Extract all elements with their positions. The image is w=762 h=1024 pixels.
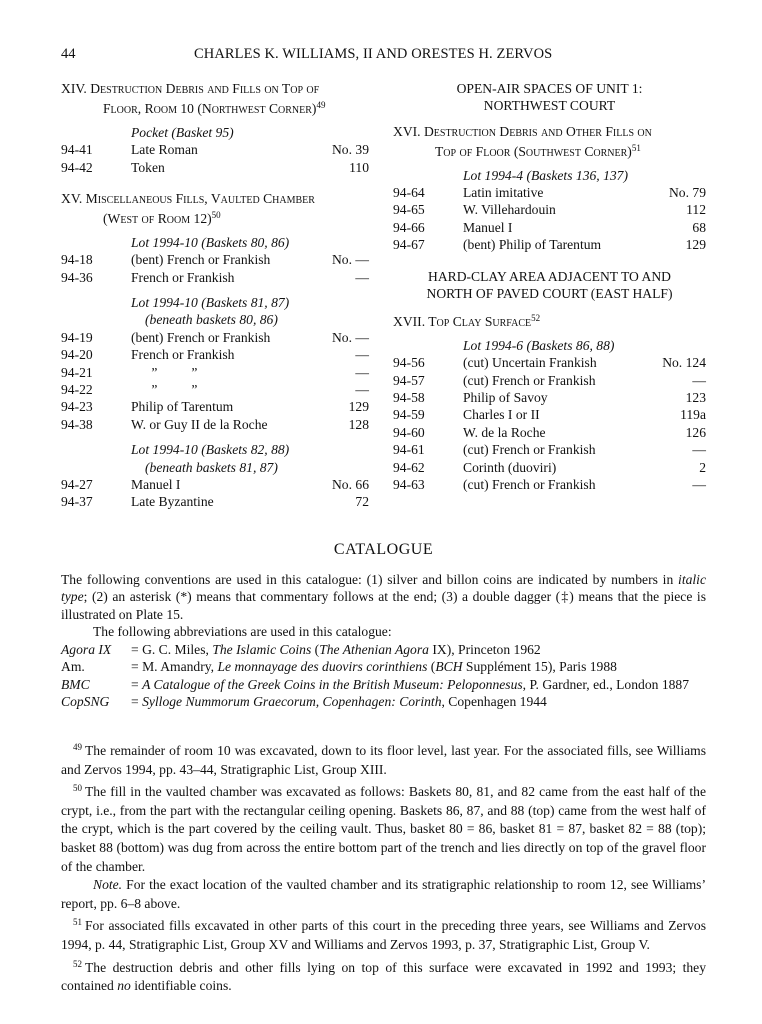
coin-row — [393, 201, 706, 218]
coin-catalogue-ref[interactable]: — — [355, 347, 369, 363]
coin-row — [61, 493, 369, 510]
coin-description: (cut) French or Frankish — [463, 372, 596, 388]
catalogue — [61, 541, 706, 711]
abbreviation-entry — [61, 693, 706, 711]
coin-list — [393, 354, 706, 493]
lot-sublabel: (beneath baskets 81, 87) — [145, 459, 278, 475]
coin-catalogue-ref[interactable]: 129 — [685, 237, 706, 253]
coin-row — [61, 251, 369, 268]
footnote-ref[interactable]: 49 — [316, 100, 326, 111]
coin-catalogue-ref[interactable]: No. — — [331, 329, 369, 345]
coin-row — [393, 219, 706, 236]
abbreviation-value: = G. C. Miles, The Islamic Coins (The Athenian Agora IX), Princeton 1962 — [131, 641, 541, 657]
coin-inventory-number: 94-42 — [61, 159, 93, 175]
coin-catalogue-ref[interactable]: No. 39 — [331, 142, 369, 158]
coin-row — [61, 364, 369, 381]
coin-catalogue-ref[interactable]: 68 — [692, 219, 706, 235]
coin-catalogue-ref[interactable]: — — [692, 442, 706, 458]
coin-row — [393, 476, 706, 493]
coin-row — [61, 159, 369, 176]
coin-inventory-number: 94-23 — [61, 399, 93, 415]
coin-row — [393, 424, 706, 441]
abbreviation-entry — [61, 658, 706, 676]
coin-catalogue-ref[interactable]: No. 79 — [668, 185, 706, 201]
abbreviation-key: BMC — [61, 676, 90, 692]
coin-inventory-number: 94-37 — [61, 494, 93, 510]
coin-inventory-number: 94-58 — [393, 390, 425, 405]
coin-inventory-number: 94-60 — [393, 424, 425, 440]
abbreviation-value: = M. Amandry, Le monnayage des duovirs corinthiens (BCH Supplément 15), Paris 1988 — [131, 659, 617, 674]
coin-catalogue-ref[interactable]: No. — — [331, 252, 369, 268]
running-header — [61, 46, 706, 66]
coin-description: French or Frankish — [131, 347, 235, 363]
coin-catalogue-ref[interactable]: 2 — [699, 459, 706, 475]
coin-row — [61, 329, 369, 346]
footnote-ref[interactable]: 51 — [631, 143, 641, 154]
lot-label: Lot 1994-10 (Baskets 82, 88) — [131, 442, 290, 458]
footnote-50-note: Note. For the exact location of the vaulted chamber and its stratigraphic relationship to room 12, see Williams’ report, pp. 6–8 above. — [61, 877, 706, 911]
abbreviation-key: CopSNG — [61, 694, 110, 709]
left-column — [61, 80, 369, 511]
coin-row — [393, 389, 706, 406]
coin-row — [61, 381, 369, 398]
coin-catalogue-ref[interactable]: No. 66 — [331, 476, 369, 492]
right-column — [393, 80, 706, 493]
coin-catalogue-ref[interactable]: 119a — [680, 407, 706, 423]
coin-catalogue-ref[interactable]: — — [355, 364, 369, 380]
coin-catalogue-ref[interactable]: 126 — [685, 424, 706, 440]
coin-catalogue-ref[interactable]: — — [355, 269, 369, 285]
footnote-51: $^{51}$ For associated fills excavated in other parts of this court in the preceding three years, see Williams and Zervos 1994, p. 44, Stratigraphic List, Group XV and Williams and Zervos 1993, p. 37, Stratigraphic List, Group V. — [61, 917, 706, 952]
coin-inventory-number: 94-59 — [393, 407, 425, 423]
coin-row — [61, 269, 369, 286]
coin-catalogue-ref[interactable]: 110 — [349, 159, 369, 175]
page-number: 44 — [61, 46, 76, 62]
coin-description: (bent) French or Frankish — [131, 252, 271, 268]
coin-inventory-number: 94-62 — [393, 459, 425, 475]
coin-description: (cut) French or Frankish — [463, 476, 596, 492]
footnote-50: $^{50}$ The fill in the vaulted chamber was excavated as follows: Baskets 80, 81, and 82 came from the east half of the crypt, i.e., from the part with the rectangular ceiling opening. Baskets 86, 87, and 88 (top) came from the west half of the crypt, which is the part covered by the ceiling vault. Thus, basket 80 = 86, basket 81 = 87, basket 82 = 88 (top); basket 88 (bottom) was dug from across the entire bottom part of the trench and lies directly on top of the gravel floor of the chamber. — [61, 783, 706, 874]
coin-catalogue-ref[interactable]: No. 124 — [662, 355, 706, 371]
coin-list — [61, 329, 369, 433]
lot-label: Lot 1994-10 (Baskets 80, 86) — [131, 234, 290, 250]
lot-sublabel: (beneath baskets 80, 86) — [145, 312, 278, 328]
lot-label: Pocket (Basket 95) — [131, 124, 234, 140]
footnote-52: $^{52}$ The destruction debris and other fills lying on top of this surface were excavated in 1992 and 1993; they contained no identifiable coins. — [61, 958, 706, 994]
abbreviation-key: Am. — [61, 659, 85, 674]
coin-inventory-number: 94-36 — [61, 269, 93, 285]
coin-description: (cut) French or Frankish — [463, 442, 596, 458]
coin-row — [393, 354, 706, 371]
abbreviation-value: = A Catalogue of the Greek Coins in the British Museum: Peloponnesus, P. Gardner, ed., London 1887 — [131, 676, 690, 692]
coin-description: Corinth (duoviri) — [463, 459, 557, 475]
coin-list — [393, 184, 706, 254]
coin-inventory-number: 94-67 — [393, 237, 425, 253]
coin-inventory-number: 94-41 — [61, 142, 93, 158]
coin-inventory-number: 94-21 — [61, 364, 93, 380]
footnote-ref[interactable]: 52 — [531, 313, 541, 324]
coin-description: Charles I or II — [463, 407, 540, 423]
section-xiv-title: XIV. Destruction Debris and Fills on Top of Floor, Room 10 (Northwest Corner)$^{49}$ — [61, 81, 326, 117]
coin-inventory-number: 94-56 — [393, 355, 425, 371]
section-xvii-title: XVII. Top Clay Surface$^{52}$ — [393, 313, 541, 330]
coin-inventory-number: 94-64 — [393, 185, 425, 201]
coin-inventory-number: 94-20 — [61, 347, 93, 363]
lot-label: Lot 1994-6 (Baskets 86, 88) — [463, 337, 615, 353]
coin-row — [61, 476, 369, 493]
coin-description: Token — [131, 159, 165, 175]
coin-description: ” ” — [131, 364, 198, 380]
coin-catalogue-ref[interactable]: 72 — [355, 494, 369, 510]
section-xvi-title: XVI. Destruction Debris and Other Fills on Top of Floor (Southwest Corner)$^{51}$ — [393, 123, 652, 160]
conventions-paragraph: The following conventions are used in this catalogue: (1) silver and billon coins are indicated by numbers in italic type; (2) an asterisk (*) means that commentary follows at the end; (3) a double dagger (‡) means that the piece is illustrated on Plate 15. — [61, 571, 706, 622]
coin-row — [393, 236, 706, 253]
coin-description: (cut) Uncertain Frankish — [463, 355, 597, 371]
coin-row — [61, 398, 369, 415]
abbreviations-intro: The following abbreviations are used in this catalogue: — [93, 624, 392, 639]
coin-description: (bent) Philip of Tarentum — [463, 237, 602, 253]
coin-inventory-number: 94-22 — [61, 381, 93, 397]
coin-catalogue-ref[interactable]: — — [692, 476, 706, 492]
coin-description: Late Byzantine — [131, 494, 214, 510]
coin-catalogue-ref[interactable]: 123 — [685, 390, 706, 405]
coin-description: French or Frankish — [131, 269, 235, 285]
coin-row — [393, 459, 706, 476]
coin-inventory-number: 94-38 — [61, 416, 93, 432]
coin-inventory-number: 94-61 — [393, 442, 425, 458]
coin-row — [61, 346, 369, 363]
running-head: CHARLES K. WILLIAMS, II AND ORESTES H. ZERVOS — [194, 46, 553, 62]
lot-label: Lot 1994-10 (Baskets 81, 87) — [131, 295, 290, 310]
coin-inventory-number: 94-19 — [61, 329, 93, 345]
catalogue-title: CATALOGUE — [333, 541, 434, 558]
coin-description: Philip of Savoy — [463, 390, 548, 405]
coin-row — [393, 184, 706, 201]
coin-list — [61, 251, 369, 286]
coin-description: (bent) French or Frankish — [131, 329, 271, 345]
footnote-49: $^{49}$ The remainder of room 10 was excavated, down to its floor level, last year. For the associated fills, see Williams and Zervos 1994, pp. 43–44, Stratigraphic List, Group XIII. — [61, 742, 706, 777]
coin-row — [393, 406, 706, 423]
coin-catalogue-ref[interactable]: 129 — [348, 399, 369, 415]
coin-inventory-number: 94-65 — [393, 202, 425, 218]
coin-catalogue-ref[interactable]: 112 — [686, 202, 706, 218]
coin-list — [61, 476, 369, 511]
abbreviation-key: Agora IX — [61, 641, 112, 657]
coin-inventory-number: 94-63 — [393, 476, 425, 492]
coin-catalogue-ref[interactable]: — — [692, 372, 706, 388]
footnotes — [61, 738, 706, 996]
section-xv-title: XV. Miscellaneous Fills, Vaulted Chamber (West of Room 12)$^{50}$ — [61, 191, 315, 227]
coin-list — [61, 141, 369, 176]
coin-catalogue-ref[interactable]: 128 — [348, 416, 369, 432]
coin-row — [61, 416, 369, 433]
coin-description: W. de la Roche — [463, 424, 546, 440]
area-heading: HARD-CLAY AREA ADJACENT TO AND NORTH OF PAVED COURT (EAST HALF) — [426, 268, 673, 301]
lot-label: Lot 1994-4 (Baskets 136, 137) — [463, 167, 628, 183]
coin-description: Manuel I — [131, 476, 181, 492]
unit-heading: OPEN-AIR SPACES OF UNIT 1: NORTHWEST COURT — [456, 81, 643, 114]
abbreviation-value: = Sylloge Nummorum Graecorum, Copenhagen: Corinth, Copenhagen 1944 — [131, 694, 547, 709]
coin-description: Philip of Tarentum — [131, 399, 234, 415]
coin-inventory-number: 94-57 — [393, 372, 425, 388]
coin-description: W. or Guy II de la Roche — [131, 416, 268, 432]
coin-inventory-number: 94-27 — [61, 476, 93, 492]
coin-description: Late Roman — [131, 142, 198, 158]
coin-description: W. Villehardouin — [463, 202, 556, 218]
coin-row — [393, 441, 706, 458]
coin-description: ” ” — [131, 381, 198, 397]
coin-description: Manuel I — [463, 219, 513, 235]
coin-description: Latin imitative — [463, 185, 544, 201]
abbreviations-list — [61, 641, 706, 711]
abbreviation-entry — [61, 641, 706, 659]
footnote-ref[interactable]: 50 — [211, 210, 221, 221]
coin-inventory-number: 94-18 — [61, 252, 93, 268]
coin-row — [61, 141, 369, 158]
abbreviation-entry — [61, 676, 706, 694]
coin-catalogue-ref[interactable]: — — [355, 381, 369, 397]
coin-inventory-number: 94-66 — [393, 219, 425, 235]
coin-row — [393, 372, 706, 389]
